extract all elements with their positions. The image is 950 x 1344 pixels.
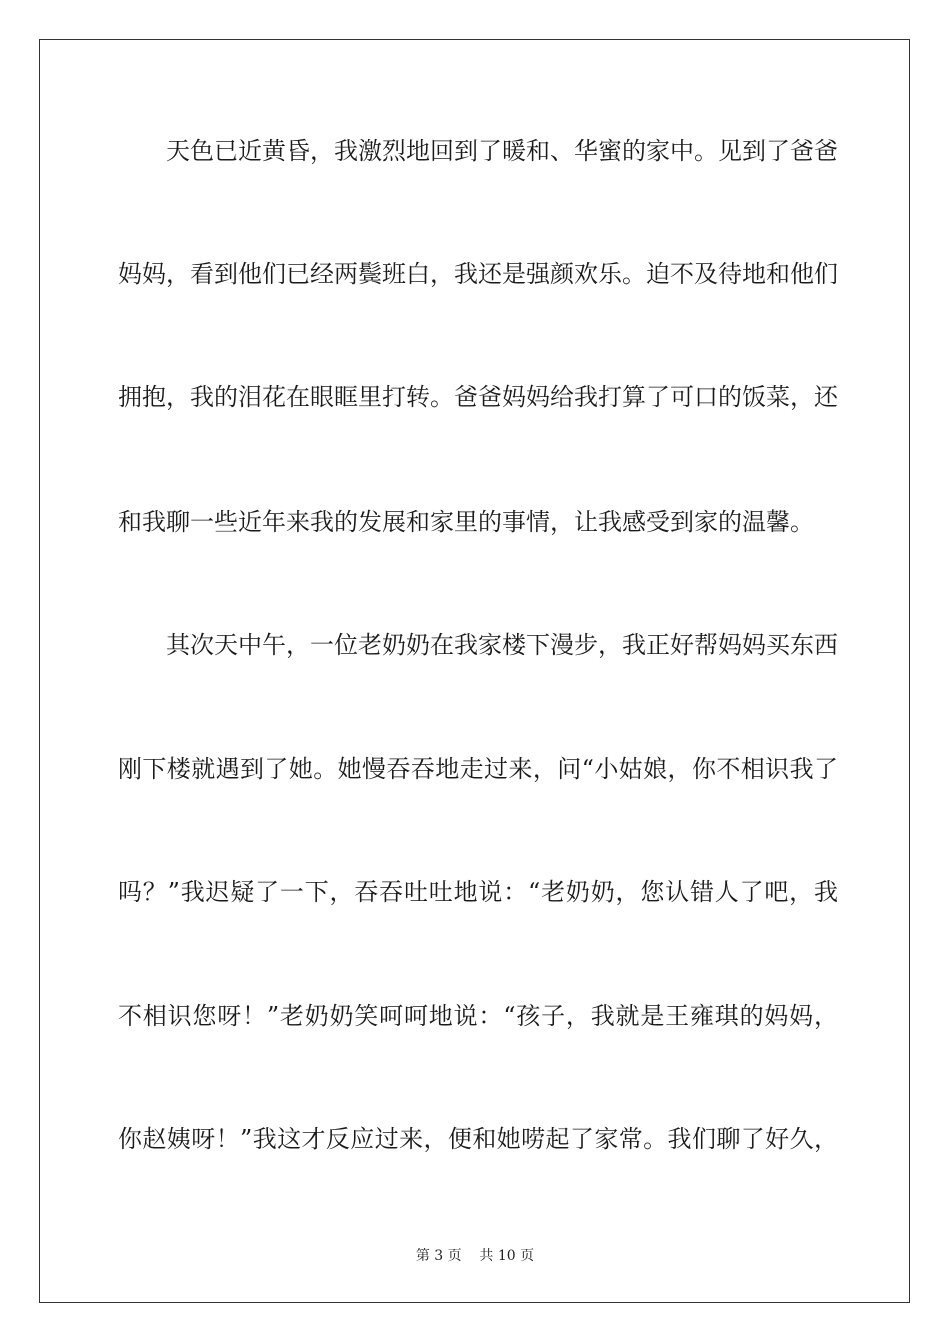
paragraph-line: 你赵姨呀！”我这才反应过来，便和她唠起了家常。我们聊了好久，	[118, 1125, 838, 1153]
paragraph-line: 刚下楼就遇到了她。她慢吞吞地走过来，问“小姑娘，你不相识我了	[118, 755, 838, 783]
paragraph-line: 和我聊一些近年来我的发展和家里的事情，让我感受到家的温馨。	[118, 508, 814, 536]
page-border	[39, 39, 910, 1303]
paragraph-line: 妈妈，看到他们已经两鬓班白，我还是强颜欢乐。迫不及待地和他们	[118, 260, 838, 288]
page-number-footer: 第 3 页 共 10 页	[415, 1248, 535, 1264]
paragraph-line: 拥抱，我的泪花在眼眶里打转。爸爸妈妈给我打算了可口的饭菜，还	[118, 383, 838, 411]
paragraph-line: 天色已近黄昏，我激烈地回到了暖和、华蜜的家中。见到了爸爸	[166, 137, 838, 165]
paragraph-line: 其次天中午，一位老奶奶在我家楼下漫步，我正好帮妈妈买东西	[166, 631, 838, 659]
paragraph-line: 吗？”我迟疑了一下，吞吞吐吐地说：“老奶奶，您认错人了吧，我	[118, 878, 838, 906]
paragraph-line: 不相识您呀！”老奶奶笑呵呵地说：“孩子，我就是王雍琪的妈妈，	[118, 1002, 838, 1030]
